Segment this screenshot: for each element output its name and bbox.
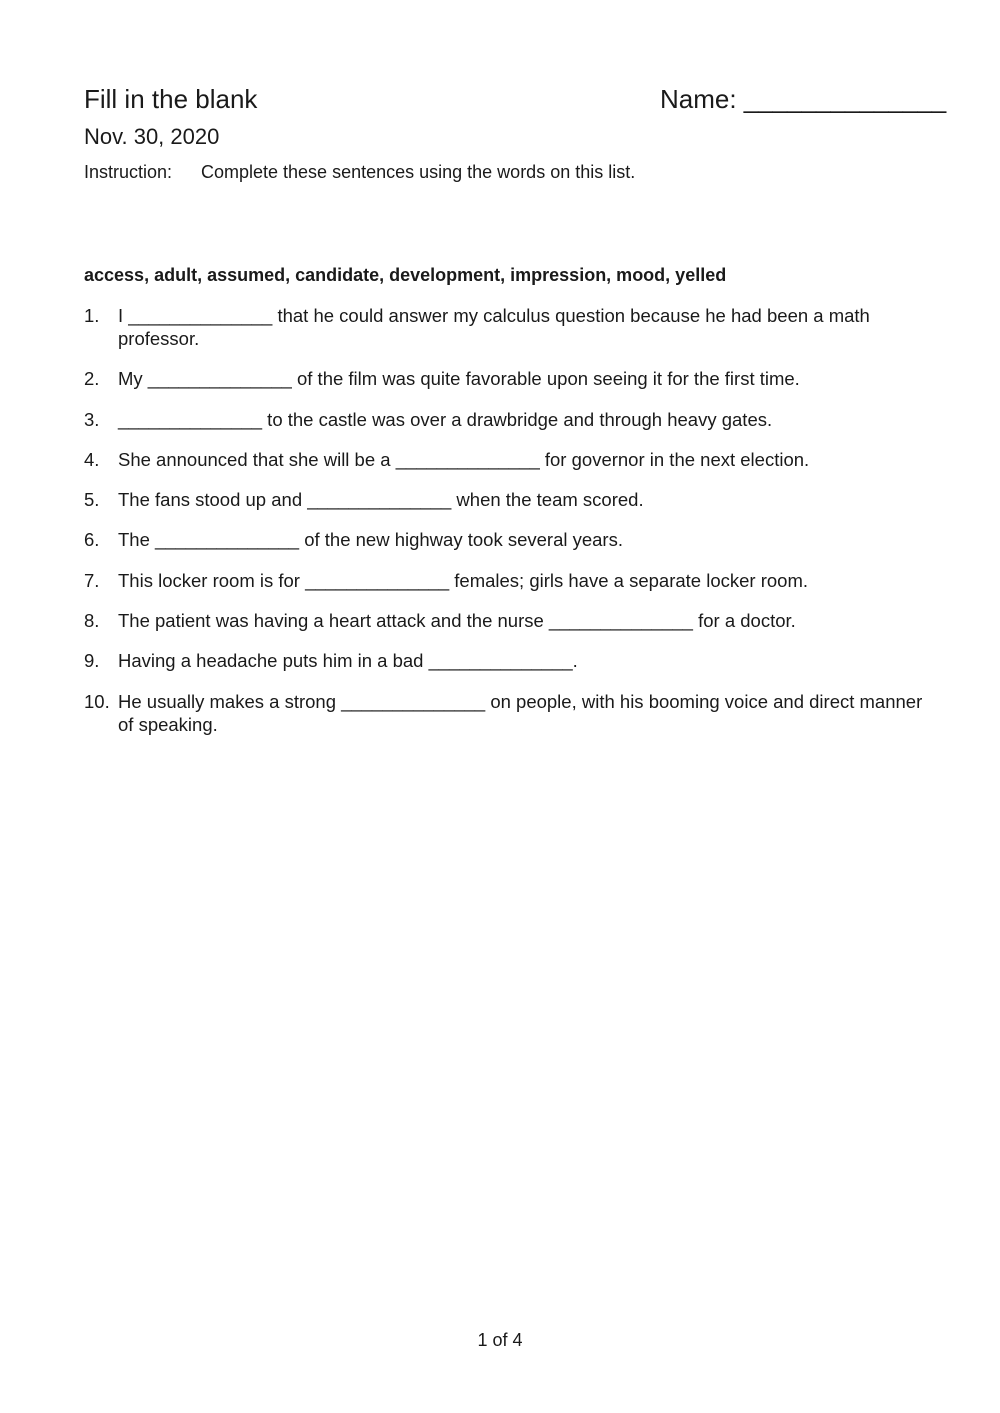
question-number: 1. (84, 305, 100, 326)
worksheet-date: Nov. 30, 2020 (84, 124, 220, 149)
question-text: This locker room is for ______________ females; girls have a separate locker room. (118, 569, 808, 591)
question-number: 10. (84, 690, 110, 712)
question-item (84, 649, 924, 672)
page-indicator: 1 of 4 (477, 1330, 523, 1350)
question-list (84, 304, 924, 753)
question-item (84, 609, 924, 632)
question-number: 6. (84, 529, 100, 551)
question-text: The patient was having a heart attack and the nurse ______________ for a doctor. (118, 610, 796, 632)
question-text: I ______________ that he could answer my calculus question because he had been a math professor. (118, 305, 870, 349)
name-field-label: Name: ______________ (660, 84, 947, 114)
question-text: The ______________ of the new highway took several years. (118, 529, 623, 551)
question-text: She announced that she will be a ______________ for governor in the next election. (118, 448, 810, 470)
question-text: ______________ to the castle was over a drawbridge and through heavy gates. (118, 408, 773, 430)
question-item (84, 528, 924, 551)
question-text: The fans stood up and ______________ when the team scored. (118, 489, 644, 511)
question-number: 3. (84, 408, 100, 430)
question-text: He usually makes a strong ______________ on people, with his booming voice and direct manner of speaking. (118, 690, 923, 735)
question-text: My ______________ of the film was quite favorable upon seeing it for the first time. (118, 368, 800, 390)
question-text: Having a headache puts him in a bad ______________. (118, 650, 578, 672)
question-item (84, 488, 924, 511)
question-item (84, 367, 924, 390)
question-number: 4. (84, 448, 100, 470)
question-number: 9. (84, 650, 100, 672)
question-item (84, 690, 924, 736)
question-item (84, 569, 924, 592)
instruction-text: Complete these sentences using the words on this list. (201, 162, 636, 182)
question-item (84, 448, 924, 471)
instruction (84, 160, 635, 184)
question-number: 7. (84, 569, 100, 591)
question-number: 5. (84, 489, 100, 511)
question-item (84, 408, 924, 431)
question-number: 8. (84, 610, 100, 632)
page-title: Fill in the blank (84, 84, 258, 114)
word-bank: access, adult, assumed, candidate, development, impression, mood, yelled (84, 265, 727, 285)
instruction-label: Instruction: (84, 162, 173, 182)
question-number: 2. (84, 368, 100, 390)
question-item (84, 304, 924, 350)
